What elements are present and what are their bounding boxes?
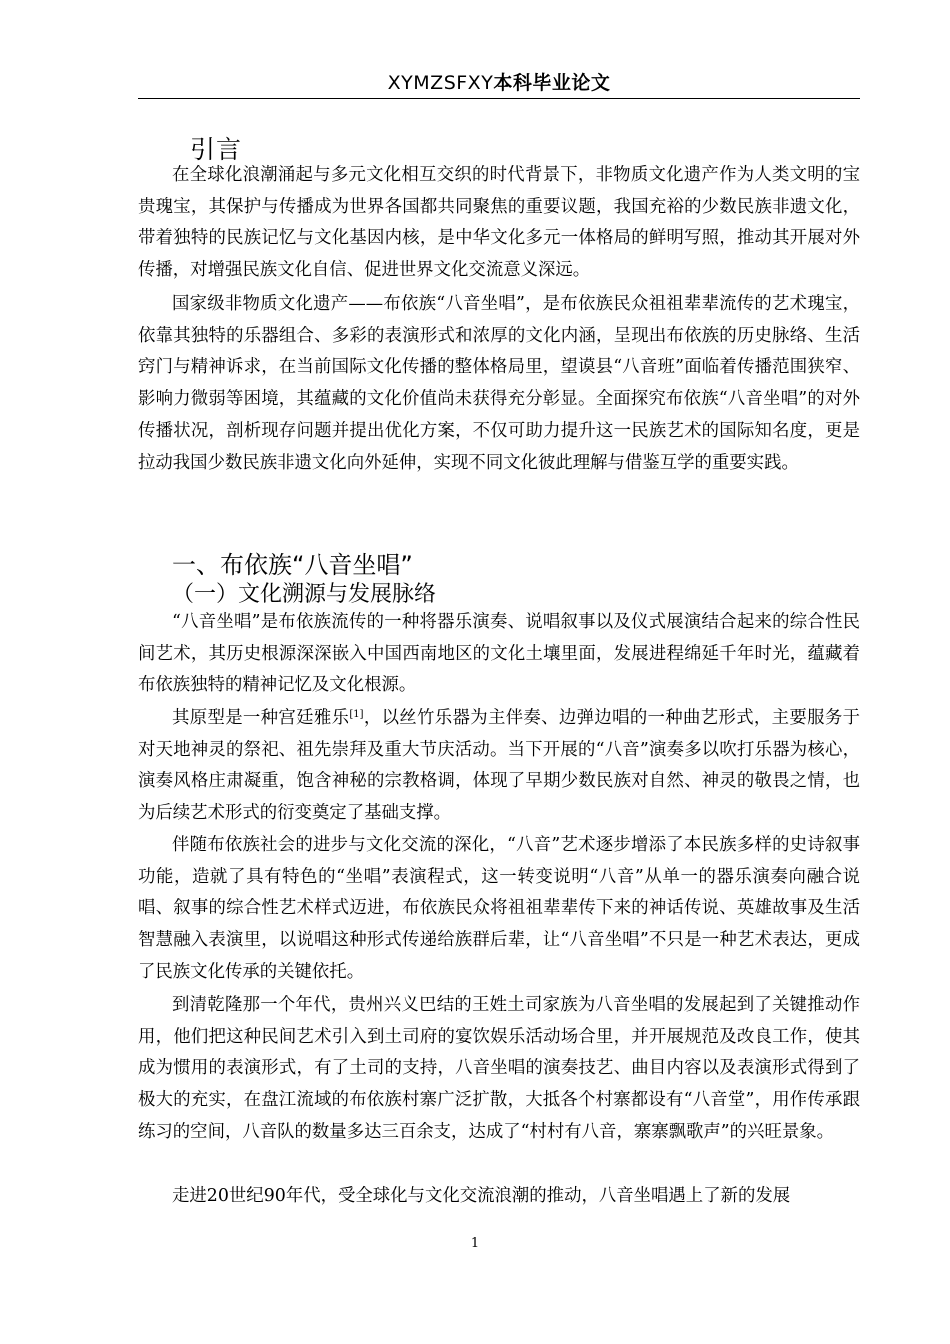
header-title: 本科毕业论文 [493, 72, 611, 94]
header-latin: XYMZSFXY [387, 72, 494, 94]
section-1-heading: 一、布依族“八音坐唱” [172, 551, 413, 579]
body-paragraph-4: 到清乾隆那一个年代，贵州兴义巴结的王姓土司家族为八音坐唱的发展起到了关键推动作用，他们把这种民间艺术引入到土司府的宴饮娱乐活动场合里，并开展规范及改良工作，使其成为惯用的表演形式，有了土司的支持，八音坐唱的演奏技艺、曲目内容以及表演形式得到了极大的充实，在盘江流域的布依族村寨广泛扩散，大抵各个村寨都设有“八音堂”，用作传承跟练习的空间，八音队的数量多达三百余支，达成了“村村有八音，寨寨飘歌声”的兴旺景象。 [138, 995, 860, 1142]
running-header [138, 68, 860, 96]
page-number: 1 [470, 1236, 480, 1251]
body-paragraph-3: 伴随布依族社会的进步与文化交流的深化，“八音”艺术逐步增添了本民族多样的史诗叙事功能，造就了具有特色的“坐唱”表演程式，这一转变说明“八音”从单一的器乐演奏向融合说唱、叙事的综合性艺术样式迈进，布依族民众将祖祖辈辈传下来的神话传说、英雄故事及生活智慧融入表演里，以说唱这种形式传递给族群后辈，让“八音坐唱”不只是一种艺术表达，更成了民族文化传承的关键依托。 [138, 835, 860, 982]
header-rule [138, 98, 860, 99]
intro-heading: 引言 [190, 135, 243, 164]
body-paragraph-1: “八音坐唱”是布依族流传的一种将器乐演奏、说唱叙事以及仪式展演结合起来的综合性民间艺术，其历史根源深深嵌入中国西南地区的文化土壤里面，发展进程绵延千年时光，蕴藏着布依族独特的精神记忆及文化根源。 [138, 612, 860, 696]
citation-ref: [1] [349, 709, 364, 720]
subsection-1-heading: （一）文化溯源与发展脉络 [172, 582, 437, 607]
paragraph-2-text-b: ，以丝竹乐器为主伴奏、边弹边唱的一种曲艺形式，主要服务于对天地神灵的祭祀、祖先崇拜及重大节庆活动。当下开展的“八音”演奏多以吹打乐器为核心，演奏风格庄肃凝重，饱含神秘的宗教格调，体现了早期少数民族对自然、神灵的敬畏之情，也为后续艺术形式的衍变奠定了基础支撑。 [138, 708, 860, 824]
intro-paragraph-1: 在全球化浪潮涌起与多元文化相互交织的时代背景下，非物质文化遗产作为人类文明的宝贵瑰宝，其保护与传播成为世界各国都共同聚焦的重要议题，我国充裕的少数民族非遗文化，带着独特的民族记忆与文化基因内核，是中华文化多元一体格局的鲜明写照，推动其开展对外传播，对增强民族文化自信、促进世界文化交流意义深远。 [138, 165, 860, 281]
body-paragraph-5: 走进20世纪90年代，受全球化与文化交流浪潮的推动，八音坐唱遇上了新的发展 [172, 1186, 791, 1206]
body-paragraph-2 [138, 703, 860, 830]
paragraph-2-text-a: 其原型是一种宫廷雅乐 [172, 708, 350, 728]
intro-paragraph-2: 国家级非物质文化遗产——布依族“八音坐唱”，是布依族民众祖祖辈辈流传的艺术瑰宝，依靠其独特的乐器组合、多彩的表演形式和浓厚的文化内涵，呈现出布依族的历史脉络、生活窍门与精神诉求，在当前国际文化传播的整体格局里，望谟县“八音班”面临着传播范围狭窄、影响力微弱等困境，其蕴藏的文化价值尚未获得充分彰显。全面探究布依族“八音坐唱”的对外传播状况，剖析现存问题并提出优化方案，不仅可助力提升这一民族艺术的国际知名度，更是拉动我国少数民族非遗文化向外延伸，实现不同文化彼此理解与借鉴互学的重要实践。 [138, 294, 860, 473]
